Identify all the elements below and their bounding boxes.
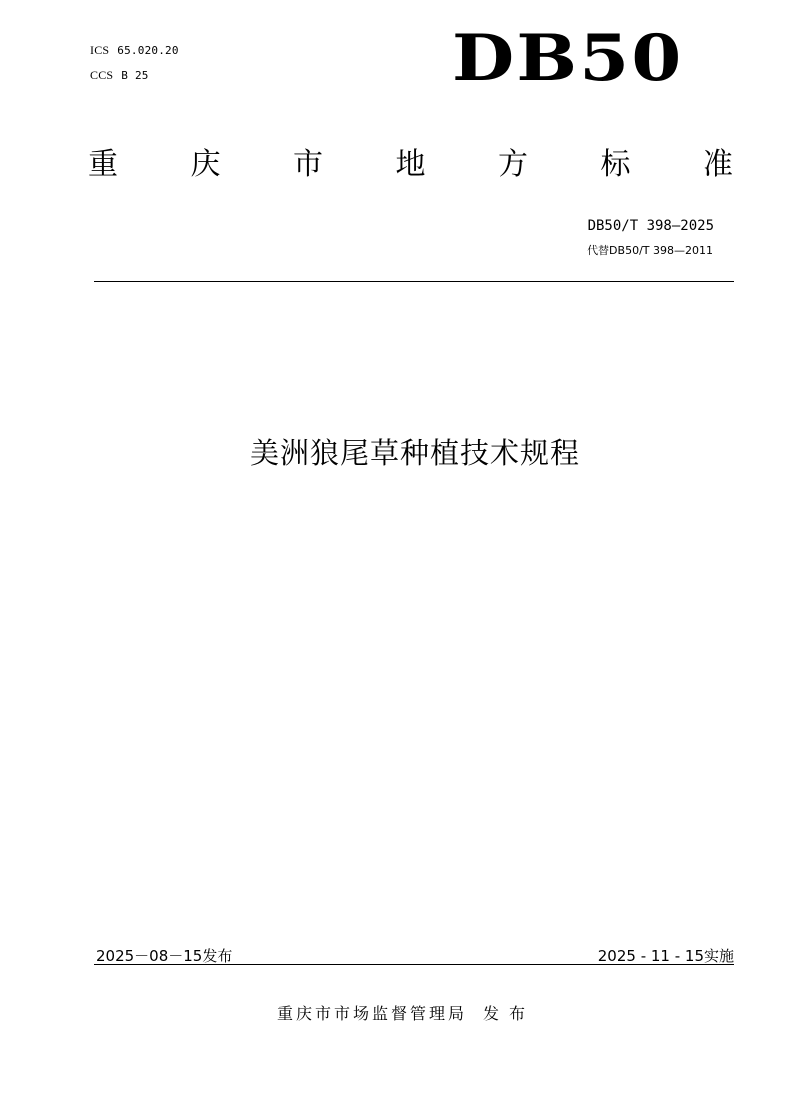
org-title-char: 标: [600, 147, 631, 182]
ccs-line: [90, 68, 149, 83]
ics-code: 65.020.20: [117, 44, 179, 57]
header-divider: [94, 281, 734, 282]
org-title-char: 庆: [190, 147, 221, 182]
replaced-standard: 代替DB50/T 398—2011: [587, 244, 713, 257]
publish-date: 2025－08－15发布: [96, 947, 233, 965]
ics-label: ICS: [90, 43, 110, 57]
implement-date: 2025 - 11 - 15实施: [597, 947, 734, 965]
publish-action: 发布: [483, 1004, 536, 1023]
ccs-label: CCS: [90, 68, 114, 82]
document-title: 美洲狼尾草种植技术规程: [249, 436, 580, 470]
ccs-code: B 25: [121, 69, 149, 82]
org-title-char: 重: [88, 147, 118, 182]
publisher-name: 重庆市市场监督管理局: [276, 1004, 467, 1023]
db-standard-logo: DB50: [452, 21, 684, 96]
org-title-char: 地: [395, 147, 426, 182]
standard-number: DB50/T 398—2025: [587, 218, 714, 234]
ics-line: [90, 43, 179, 58]
org-title: [88, 147, 733, 182]
org-title-char: 方: [498, 147, 528, 182]
org-title-char: 市: [293, 147, 323, 182]
publisher-line: [0, 1001, 790, 1024]
org-title-char: 准: [703, 147, 733, 182]
footer-divider: [94, 964, 734, 965]
